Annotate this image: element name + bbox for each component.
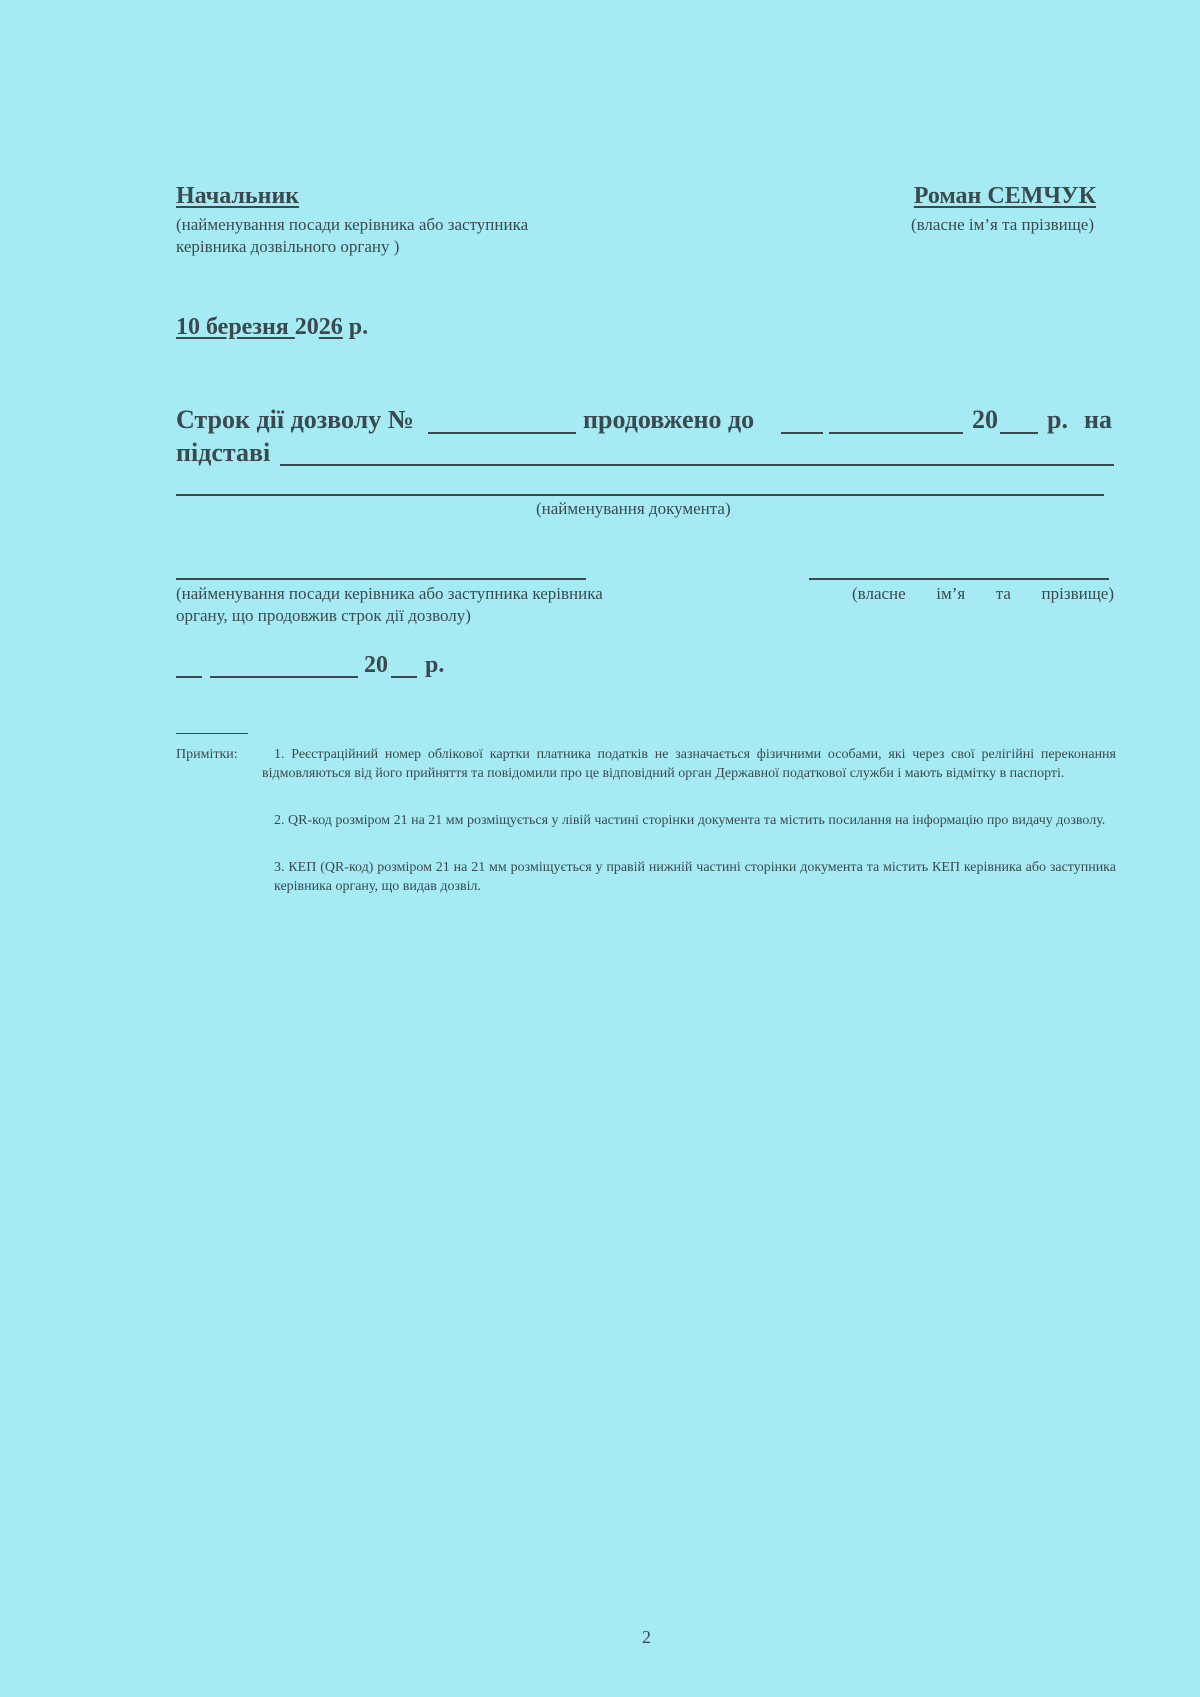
- extension-text-1: Строк дії дозволу №: [176, 405, 414, 434]
- note-1-text: [262, 745, 1116, 783]
- note-item-1: [262, 745, 1116, 783]
- note-item-3: 3. КЕП (QR-код) розміром 21 на 21 мм розміщується у правій нижній частині сторінки документа та містить КЕП керівника або заступника керівника органу, що видав дозвіл.: [274, 860, 1116, 894]
- position-title: Начальник: [176, 183, 300, 209]
- extension-year-line: [1000, 432, 1038, 434]
- extension-text-2: продовжено до: [583, 405, 755, 434]
- document-caption: (найменування документа): [536, 499, 731, 518]
- issue-date-year-prefix: 20: [294, 314, 319, 340]
- issue-date-day-month: 10 березня: [176, 314, 295, 340]
- document-line: [176, 494, 1104, 496]
- page-number: 2: [642, 1627, 651, 1647]
- extension-name-caption: (власне ім’я та прізвище): [852, 584, 1114, 603]
- issue-date-year-unit: р.: [342, 314, 369, 340]
- issue-date: [176, 314, 368, 341]
- extension-position-line: [176, 578, 586, 580]
- permit-number-line: [428, 432, 576, 434]
- basis-line: [280, 464, 1114, 466]
- extension-date-month-line: [210, 676, 358, 678]
- extension-date-year-unit: р.: [425, 652, 445, 678]
- extension-position-caption: (найменування посади керівника або заступника керівника органу, що продовжив строк дії дозволу): [176, 584, 603, 625]
- position-caption: (найменування посади керівника або заступника керівника дозвільного органу ): [176, 215, 529, 256]
- extension-text-4: р.: [1047, 405, 1068, 434]
- notes-label: Примітки:: [176, 747, 238, 762]
- signer-name-caption: (власне ім’я та прізвище): [910, 215, 1094, 234]
- extension-text-5: на: [1084, 405, 1112, 434]
- extension-date-day-line: [176, 676, 202, 678]
- basis-label: підставі: [176, 438, 271, 467]
- issue-date-year-suffix: 26: [318, 314, 343, 340]
- extension-name-line: [809, 578, 1109, 580]
- note-1-body: 1. Реєстраційний номер облікової картки платника податків не зазначається фізичними особами, які через свої релігійні переконання відмовляються від його прийняття та повідомили про це відповідний орган Державної податкової служби і мають відмітку в паспорті.: [262, 747, 1116, 781]
- extension-text-3: 20: [972, 405, 998, 434]
- extension-day-line: [781, 432, 823, 434]
- extension-month-line: [829, 432, 963, 434]
- note-item-2: 2. QR-код розміром 21 на 21 мм розміщується у лівій частині сторінки документа та містить посилання на інформацію про видачу дозволу.: [274, 813, 1106, 828]
- extension-date-year-line: [391, 676, 417, 678]
- signer-name: Роман СЕМЧУК: [913, 183, 1096, 209]
- extension-date-year-prefix: 20: [364, 652, 388, 678]
- footnote-separator: [176, 733, 248, 734]
